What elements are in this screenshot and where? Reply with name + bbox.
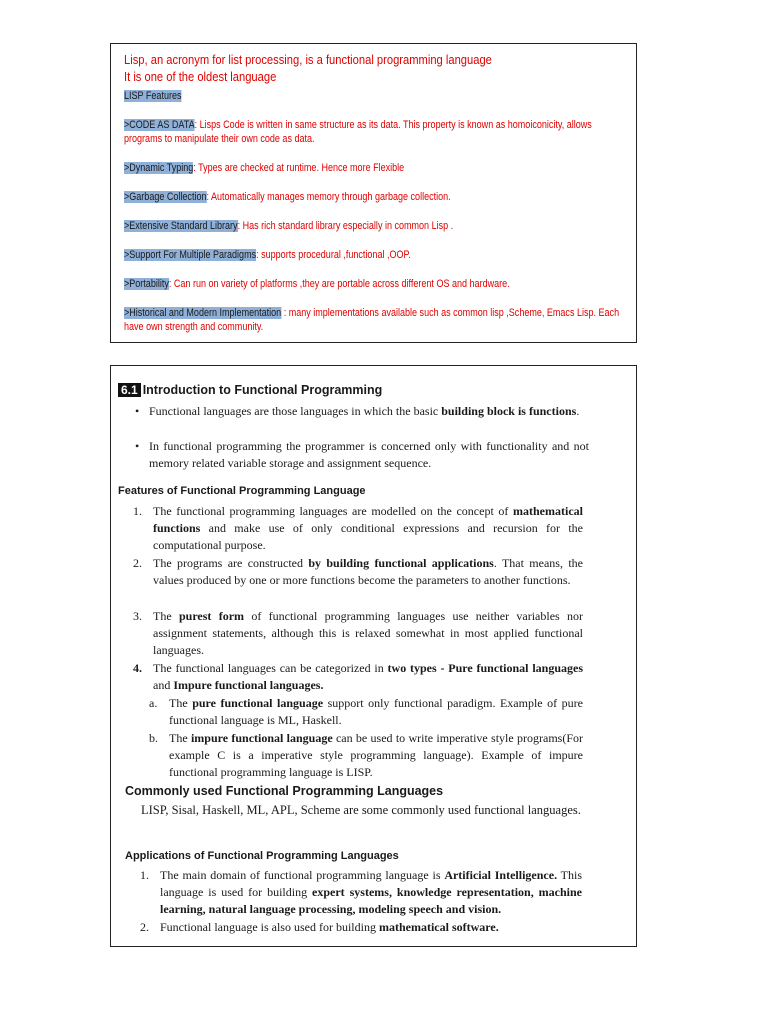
section-heading [118, 383, 382, 397]
list-item: 1. The functional programming languages are modelled on the concept of mathematical functions and make use of only conditional expressions and recursion for the computational purpose. [133, 504, 583, 552]
feature-text: : Automatically manages memory through garbage collection. [206, 191, 451, 203]
textbook-excerpt-box [110, 365, 637, 947]
feature-label: >Extensive Standard Library [124, 220, 238, 232]
feature-text: : Types are checked at runtime. Hence more Flexible [193, 162, 405, 174]
lisp-feature-item [124, 306, 624, 334]
list-item: 3. The purest form of functional programming languages use neither variables nor assignment statements, although this is relaxed somewhat in most applied functional languages. [133, 609, 584, 657]
bullet-item: • Functional languages are those languages in which the basic building block is functions. [135, 404, 580, 418]
feature-label: >Garbage Collection [124, 191, 207, 203]
lisp-feature-item [124, 190, 624, 204]
feature-text: : supports procedural ,functional ,OOP. [256, 249, 411, 261]
lisp-feature-item [124, 277, 624, 291]
lisp-feature-item [124, 248, 624, 262]
feature-text: : Lisps Code is written in same structure as its data. This property is known as homoiconicity, allows programs to manipulate their own code as data. [124, 119, 592, 145]
feature-text: : Can run on variety of platforms ,they are portable across different OS and hardware. [168, 278, 510, 290]
list-item: 2. Functional language is also used for building mathematical software. [140, 920, 499, 934]
lisp-feature-item [124, 219, 624, 233]
lisp-features-list [124, 118, 623, 334]
intro-line-1: Lisp, an acronym for list processing, is a functional programming language [124, 52, 492, 67]
feature-text: : Has rich standard library especially in common Lisp . [237, 220, 454, 232]
features-heading: Features of Functional Programming Language [118, 485, 366, 497]
feature-label: >Support For Multiple Paradigms [124, 249, 257, 261]
lisp-notes-box [110, 43, 637, 343]
feature-label: >Dynamic Typing [124, 162, 194, 174]
intro-line-2: It is one of the oldest language [124, 69, 277, 84]
sub-list-item: a. The pure functional language support only functional paradigm. Example of pure functional language is ML, Haskell. [149, 696, 583, 727]
section-title: Introduction to Functional Programming [142, 383, 383, 397]
feature-text: : many implementations available such as common lisp ,Scheme, Emacs Lisp. Each have own strength and community. [124, 307, 620, 333]
lisp-feature-item [124, 161, 624, 175]
common-languages-heading: Commonly used Functional Programming Languages [125, 784, 444, 798]
bullet-item: • In functional programming the programmer is concerned only with functionality and not memory related variable storage and assignment sequence. [135, 439, 589, 470]
section-number: 6.1 [118, 383, 141, 397]
features-title: LISP Features [124, 90, 182, 102]
feature-label: >Portability [124, 278, 169, 290]
list-item: 4. The functional languages can be categorized in two types - Pure functional languages and Impure functional languages. [133, 661, 583, 692]
list-item: 1. The main domain of functional programming language is Artificial Intelligence. This language is used for building expert systems, knowledge representation, machine learning, natural language processing, modeling speech and vision. [140, 868, 582, 916]
lisp-intro [124, 51, 623, 85]
feature-label: >CODE AS DATA [124, 119, 195, 131]
applications-heading: Applications of Functional Programming Languages [125, 850, 399, 862]
sub-list-item: b. The impure functional language can be used to write imperative style programs(For example C is a imperative style programming language). Example of impure functional programming language is LISP. [149, 731, 583, 779]
common-languages-text: LISP, Sisal, Haskell, ML, APL, Scheme are some commonly used functional languages. [141, 803, 581, 817]
list-item: 2. The programs are constructed by building functional applications. That means, the values produced by one or more functions become the parameters to another functions. [133, 556, 583, 587]
lisp-feature-item [124, 118, 624, 146]
feature-label: >Historical and Modern Implementation [124, 307, 282, 319]
